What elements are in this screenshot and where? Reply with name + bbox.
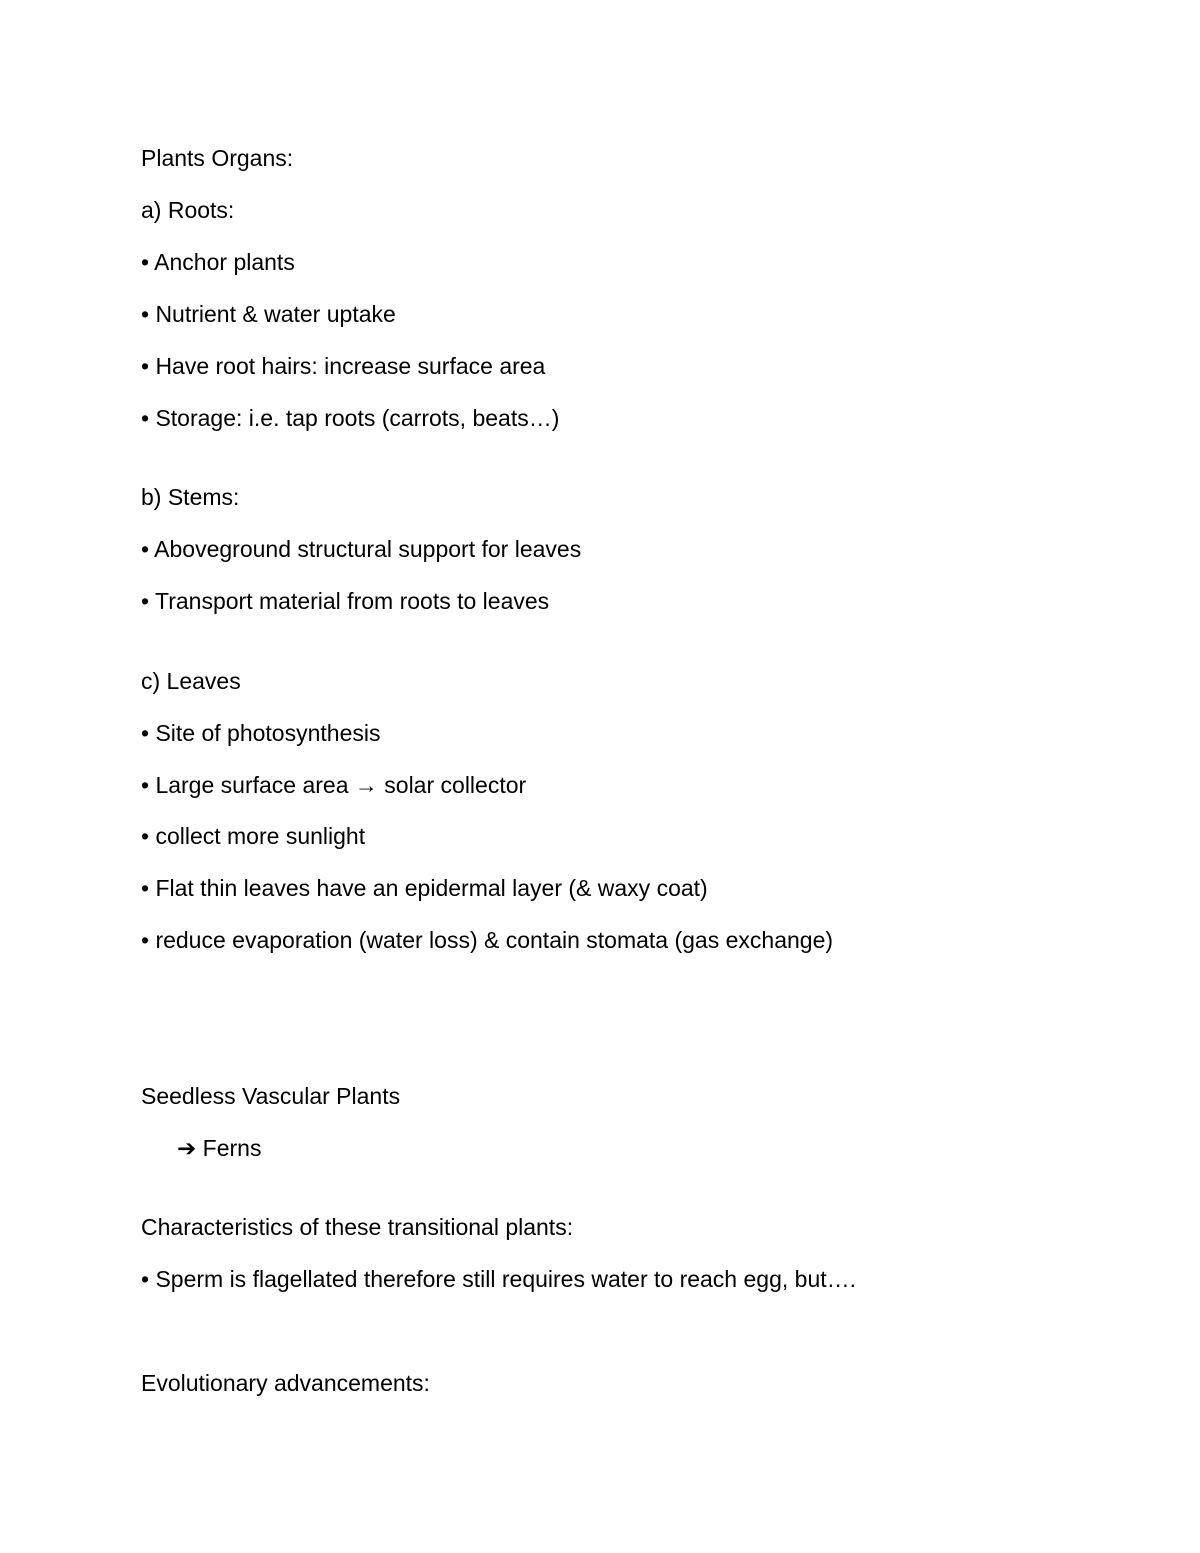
arrow-item-ferns: ➔ Ferns [177,1135,262,1161]
heading-plants-organs: Plants Organs: [141,145,294,171]
bullet-item: • collect more sunlight [141,823,366,849]
bullet-item: • Have root hairs: increase surface area [141,353,546,379]
heading-characteristics: Characteristics of these transitional plants: [141,1214,574,1240]
bullet-item: • Large surface area → solar collector [141,772,527,798]
bullet-item: • Sperm is flagellated therefore still requires water to reach egg, but…. [141,1266,857,1292]
subheading-stems: b) Stems: [141,484,240,510]
bullet-item: • Site of photosynthesis [141,720,381,746]
bullet-item: • Aboveground structural support for leaves [141,536,582,562]
bullet-item: • Nutrient & water uptake [141,301,396,327]
bullet-item: • Flat thin leaves have an epidermal layer (& waxy coat) [141,875,708,901]
subheading-roots: a) Roots: [141,197,235,223]
bullet-item: • Storage: i.e. tap roots (carrots, beats…) [141,405,560,431]
bullet-item: • reduce evaporation (water loss) & contain stomata (gas exchange) [141,927,834,953]
heading-seedless-vascular-plants: Seedless Vascular Plants [141,1083,401,1109]
heading-evolutionary-advancements: Evolutionary advancements: [141,1370,430,1396]
bullet-item: • Anchor plants [141,249,295,275]
subheading-leaves: c) Leaves [141,668,241,694]
bullet-item: • Transport material from roots to leaves [141,588,550,614]
